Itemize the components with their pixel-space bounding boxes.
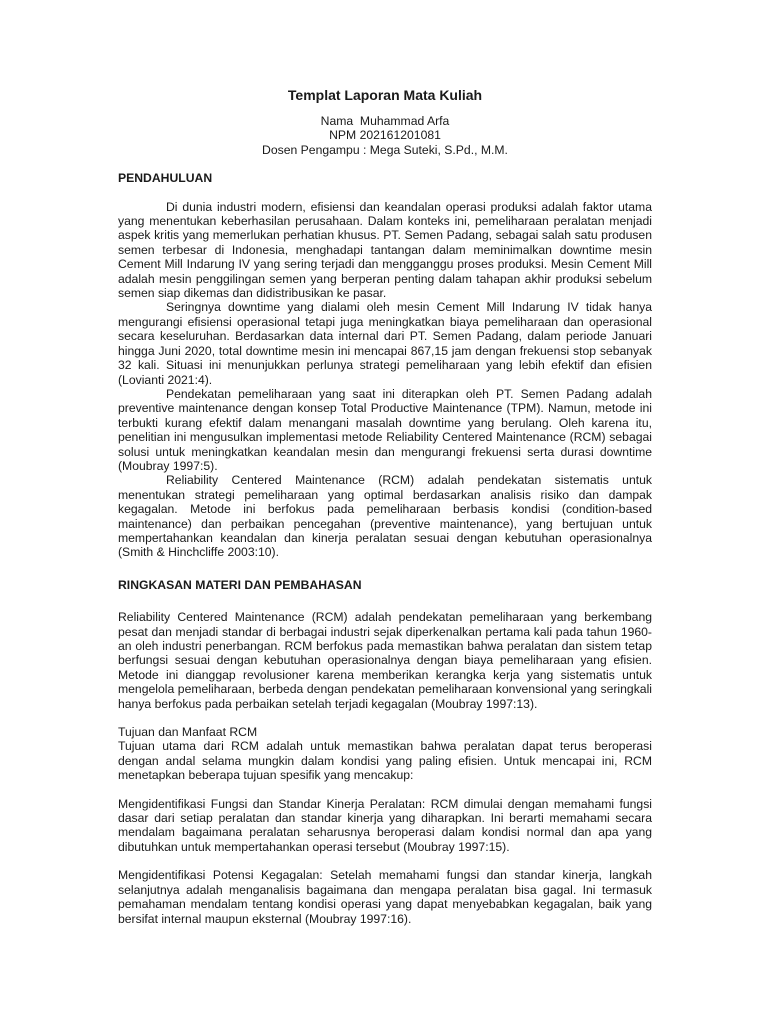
lecturer-name: Dosen Pengampu : Mega Suteki, S.Pd., M.M. <box>262 142 508 157</box>
paragraph: Mengidentifikasi Potensi Kegagalan: Setelah memahami fungsi dan standar kinerja, langkah selanjutnya adalah menganalisis bagaimana dan mengapa peralatan bisa gagal. Ini termasuk pemahaman mendalam tentang kondisi operasi yang dapat menyebabkan kegagalan, baik yang bersifat internal maupun eksternal (Moubray 1997:16). <box>118 868 652 926</box>
author-info <box>118 114 652 157</box>
paragraph: Di dunia industri modern, efisiensi dan keandalan operasi produksi adalah faktor utama yang menentukan keberhasilan perusahaan. Dalam konteks ini, pemeliharaan peralatan menjadi aspek kritis yang memerlukan perhatian khusus. PT. Semen Padang, sebagai salah satu produsen semen terbesar di Indonesia, menghadapi tantangan dalam meminimalkan downtime mesin Cement Mill Indarung IV yang sering terjadi dan mengganggu proses produksi. Mesin Cement Mill adalah mesin penggilingan semen yang berperan penting dalam tahapan akhir produksi sebelum semen siap dikemas dan didistribusikan ke pasar. <box>118 199 652 301</box>
document-title: Templat Laporan Mata Kuliah <box>287 87 483 103</box>
author-npm: NPM 202161201081 <box>329 128 441 143</box>
paragraph: Pendekatan pemeliharaan yang saat ini diterapkan oleh PT. Semen Padang adalah preventive maintenance dengan konsep Total Productive Maintenance (TPM). Namun, metode ini terbukti kurang efektif dalam menangani masalah downtime yang berulang. Oleh karena itu, penelitian ini mengusulkan implementasi metode Reliability Centered Maintenance (RCM) sebagai solusi untuk meningkatkan keandalan mesin dan mengurangi frekuensi serta durasi downtime (Moubray 1997:5). <box>118 386 652 473</box>
section-heading-pendahuluan: PENDAHULUAN <box>118 171 213 186</box>
paragraph: Tujuan utama dari RCM adalah untuk memastikan bahwa peralatan dapat terus beroperasi dengan andal selama mungkin dalam kondisi yang paling efisien. Untuk mencapai ini, RCM menetapkan beberapa tujuan spesifik yang mencakup: <box>118 739 652 783</box>
subheading: Tujuan dan Manfaat RCM <box>118 725 258 740</box>
paragraph: Reliability Centered Maintenance (RCM) adalah pendekatan pemeliharaan yang berkembang pesat dan menjadi standar di berbagai industri sejak diperkenalkan pertama kali pada tahun 1960-an oleh industri penerbangan. RCM berfokus pada memastikan bahwa peralatan dan sistem tetap berfungsi sesuai dengan kebutuhan operasionalnya dengan biaya pemeliharaan yang efisien. Metode ini dianggap revolusioner karena memberikan kerangka kerja yang sistematis untuk mengelola pemeliharaan, berbeda dengan pendekatan pemeliharaan konvensional yang seringkali hanya berfokus pada perbaikan setelah terjadi kegagalan (Moubray 1997:13). <box>118 610 652 711</box>
paragraph: Seringnya downtime yang dialami oleh mesin Cement Mill Indarung IV tidak hanya mengurangi efisiensi operasional tetapi juga meningkatkan biaya pemeliharaan dan operasional secara keseluruhan. Berdasarkan data internal dari PT. Semen Padang, dalam periode Januari hingga Juni 2020, total downtime mesin ini mencapai 867,15 jam dengan frekuensi stop sebanyak 32 kali. Situasi ini menunjukkan perlunya strategi pemeliharaan yang lebih efektif dan efisien (Lovianti 2021:4). <box>118 300 652 387</box>
author-name: Nama Muhammad Arfa <box>320 114 450 128</box>
paragraph: Mengidentifikasi Fungsi dan Standar Kinerja Peralatan: RCM dimulai dengan memahami fungsi dasar dari setiap peralatan dan standar kinerja yang diharapkan. Ini berarti memahami secara mendalam bagaimana peralatan seharusnya beroperasi dalam kondisi normal dan apa yang dibutuhkan untuk mempertahankan operasi tersebut (Moubray 1997:15). <box>118 796 652 854</box>
paragraph: Reliability Centered Maintenance (RCM) adalah pendekatan sistematis untuk menentukan strategi pemeliharaan yang optimal berdasarkan analisis risiko dan dampak kegagalan. Metode ini berfokus pada pemeliharaan berbasis kondisi (condition-based maintenance) dan perbaikan pencegahan (preventive maintenance), yang bertujuan untuk mempertahankan keandalan dan kinerja peralatan sesuai dengan kebutuhan operasionalnya (Smith & Hinchcliffe 2003:10). <box>118 473 652 560</box>
document-page <box>118 86 652 926</box>
section-heading-ringkasan: RINGKASAN MATERI DAN PEMBAHASAN <box>118 577 362 592</box>
